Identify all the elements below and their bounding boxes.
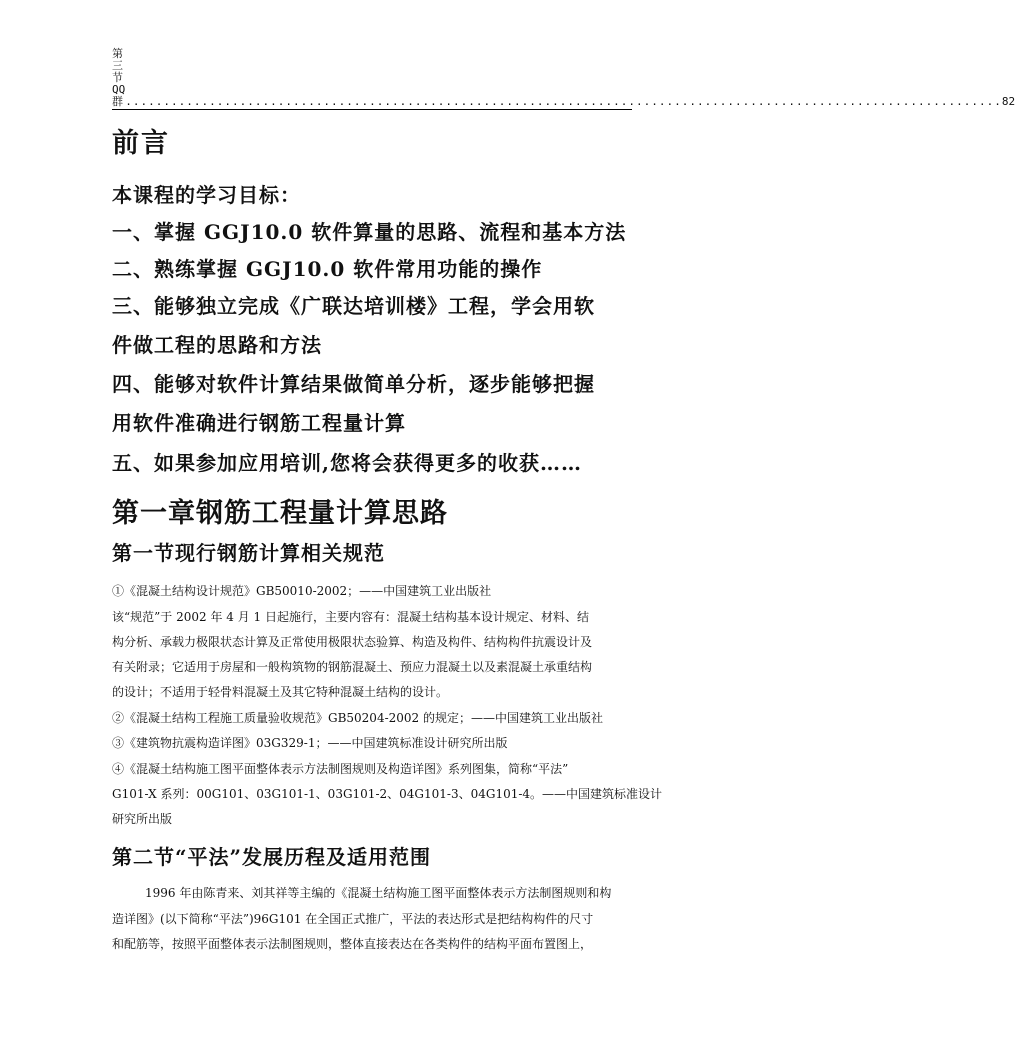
goal-line: 四、能够对软件计算结果做简单分析，逐步能够把握 (112, 372, 595, 396)
text-line: 该“规范”于 2002 年 4 月 1 日起施行，主要内容有：混凝土结构基本设计规定、材料、结 (112, 610, 589, 624)
goals-title: 本课程的学习目标： (112, 183, 301, 207)
header-title: 第三节 QQ 群 (112, 47, 126, 108)
goal-line: 一、掌握 GGJ10.0 软件算量的思路、流程和基本方法 (112, 220, 627, 244)
goal-line: 二、熟练掌握 GGJ10.0 软件常用功能的操作 (112, 257, 543, 281)
text-line: 研究所出版 (112, 812, 173, 826)
preface-heading: 前言 (112, 128, 170, 159)
goal-line: 用软件准确进行钢筋工程量计算 (112, 411, 406, 435)
chapter-heading: 第一章钢筋工程量计算思路 (112, 498, 448, 529)
text-line: ①《混凝土结构设计规范》GB50010-2002；——中国建筑工业出版社 (112, 584, 492, 598)
text-line: 造详图》(以下简称“平法”)96G101 在全国正式推广，平法的表达形式是把结构构件的尺寸 (112, 912, 594, 926)
text-line: 1996 年由陈青来、刘其祥等主编的《混凝土结构施工图平面整体表示方法制图规则和构 (145, 886, 612, 900)
text-line: 有关附录；它适用于房屋和一般构筑物的钢筋混凝土、预应力混凝土以及素混凝土承重结构 (112, 660, 593, 674)
page-header (112, 47, 1015, 108)
text-line: ③《建筑物抗震构造详图》03G329-1；——中国建筑标准设计研究所出版 (112, 736, 508, 750)
text-line: 构分析、承载力极限状态计算及正常使用极限状态验算、构造及构件、结构构件抗震设计及 (112, 635, 593, 649)
goal-line: 三、能够独立完成《广联达培训楼》工程，学会用软 (112, 294, 595, 318)
header-dot-leader: ................................................................................................................... (125, 95, 1002, 108)
text-line: 的设计；不适用于轻骨料混凝土及其它特种混凝土结构的设计。 (112, 685, 449, 699)
header-page-number: 82 (1001, 95, 1015, 108)
section2-heading: 第二节“平法”发展历程及适用范围 (112, 845, 432, 869)
text-line: ④《混凝土结构施工图平面整体表示方法制图规则及构造详图》系列图集，简称“平法” (112, 762, 569, 776)
text-line: ②《混凝土结构工程施工质量验收规范》GB50204-2002 的规定；——中国建筑工业出版社 (112, 711, 603, 725)
header-rule (112, 109, 632, 110)
text-line: G101-X 系列：00G101、03G101-1、03G101-2、04G101-3、04G101-4。——中国建筑标准设计 (112, 787, 663, 801)
section1-heading: 第一节现行钢筋计算相关规范 (112, 541, 385, 565)
goal-line: 件做工程的思路和方法 (112, 333, 322, 357)
text-line: 和配筋等，按照平面整体表示法制图规则，整体直接表达在各类构件的结构平面布置图上， (112, 937, 593, 951)
goal-line: 五、如果参加应用培训,您将会获得更多的收获…… (112, 451, 582, 475)
